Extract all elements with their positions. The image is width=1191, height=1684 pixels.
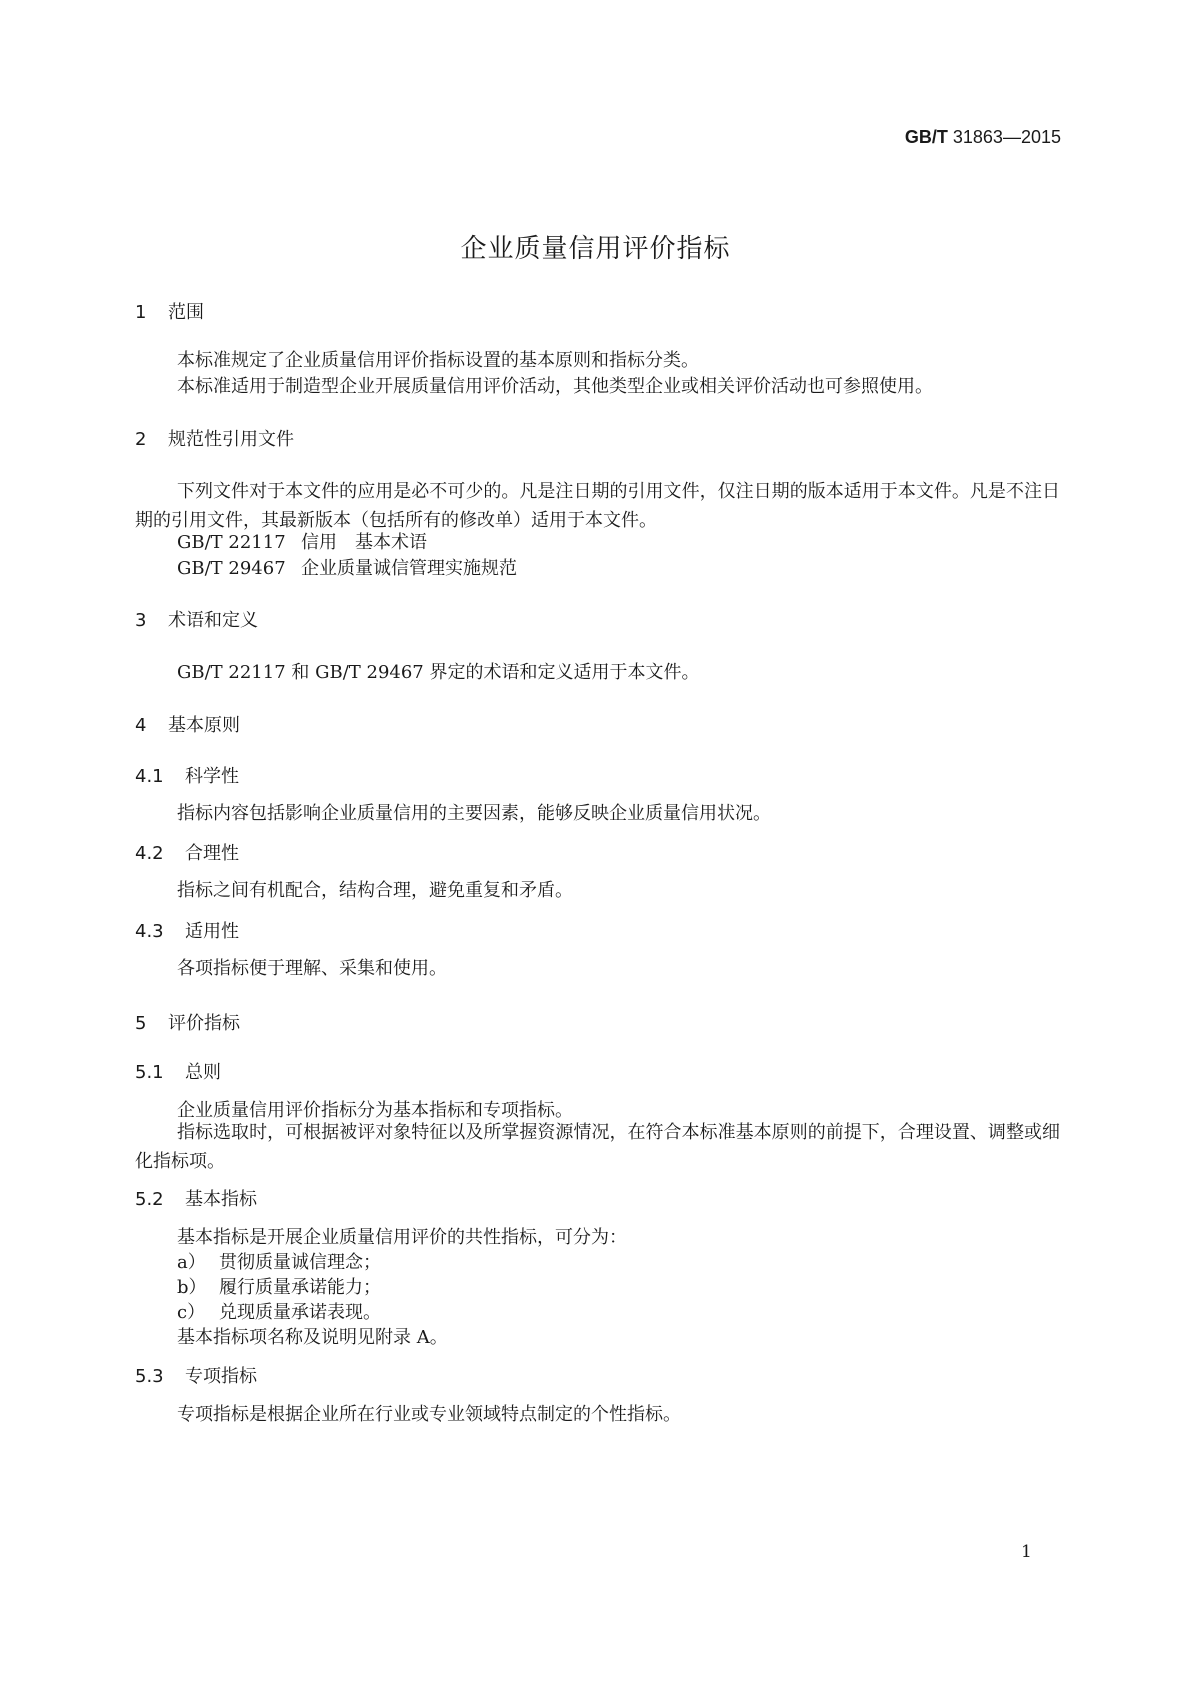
section-number: 4 xyxy=(135,715,147,736)
subsection-number: 4.3 xyxy=(135,921,164,942)
subsection-5-2-paragraph-2: 基本指标项名称及说明见附录 A。 xyxy=(177,1327,448,1348)
list-text: 贯彻质量诚信理念； xyxy=(219,1252,381,1273)
subsection-5-2-paragraph-1: 基本指标是开展企业质量信用评价的共性指标，可分为： xyxy=(177,1227,627,1248)
section-title: 术语和定义 xyxy=(168,610,258,631)
subsection-title: 科学性 xyxy=(185,766,239,787)
subsection-title: 基本指标 xyxy=(185,1189,257,1210)
list-label: c） xyxy=(177,1302,206,1323)
subsection-4-1-text: 指标内容包括影响企业质量信用的主要因素，能够反映企业质量信用状况。 xyxy=(177,803,771,824)
subsection-5-2-heading xyxy=(135,1185,257,1211)
reference-code: GB/T 22117 xyxy=(177,532,286,553)
section-4-heading xyxy=(135,711,240,737)
section-1-paragraph-2: 本标准适用于制造型企业开展质量信用评价活动，其他类型企业或相关评价活动也可参照使用。 xyxy=(177,376,933,397)
subsection-4-3-text: 各项指标便于理解、采集和使用。 xyxy=(177,958,447,979)
section-number: 3 xyxy=(135,610,147,631)
list-label: a） xyxy=(177,1252,206,1273)
list-text: 兑现质量承诺表现。 xyxy=(219,1302,381,1323)
document-title: 企业质量信用评价指标 xyxy=(460,234,731,264)
subsection-number: 5.2 xyxy=(135,1189,164,1210)
reference-code: GB/T 29467 xyxy=(177,558,286,579)
section-number: 2 xyxy=(135,429,147,450)
list-text: 履行质量承诺能力； xyxy=(219,1277,381,1298)
subsection-title: 专项指标 xyxy=(185,1366,257,1387)
section-1-heading xyxy=(135,298,204,324)
list-item xyxy=(177,1273,381,1299)
list-label: b） xyxy=(177,1277,207,1298)
subsection-5-1-paragraph-1: 企业质量信用评价指标分为基本指标和专项指标。 xyxy=(177,1100,573,1121)
section-number: 5 xyxy=(135,1013,147,1034)
subsection-4-2-heading xyxy=(135,839,239,865)
standard-code-number: 31863—2015 xyxy=(952,127,1061,147)
section-title: 评价指标 xyxy=(168,1013,240,1034)
section-title: 基本原则 xyxy=(168,715,240,736)
reference-item xyxy=(177,554,517,580)
subsection-4-1-heading xyxy=(135,762,239,788)
section-title: 范围 xyxy=(168,302,204,323)
section-number: 1 xyxy=(135,302,147,323)
subsection-5-3-paragraph-1: 专项指标是根据企业所在行业或专业领域特点制定的个性指标。 xyxy=(177,1404,681,1425)
subsection-title: 合理性 xyxy=(185,843,239,864)
subsection-title: 适用性 xyxy=(185,921,239,942)
subsection-title: 总则 xyxy=(185,1062,221,1083)
subsection-5-1-heading xyxy=(135,1058,221,1084)
section-3-paragraph-1: GB/T 22117 和 GB/T 29467 界定的术语和定义适用于本文件。 xyxy=(177,662,700,683)
reference-name: 信用 基本术语 xyxy=(301,532,427,553)
subsection-5-3-heading xyxy=(135,1362,257,1388)
subsection-number: 5.1 xyxy=(135,1062,164,1083)
section-3-heading xyxy=(135,606,258,632)
section-2-heading xyxy=(135,425,294,451)
list-item xyxy=(177,1298,381,1324)
subsection-5-1-paragraph-2: 指标选取时，可根据被评对象特征以及所掌握资源情况，在符合本标准基本原则的前提下，合理设置、调整或细化指标项。 xyxy=(135,1122,1060,1172)
subsection-4-2-text: 指标之间有机配合，结构合理，避免重复和矛盾。 xyxy=(177,880,573,901)
subsection-4-3-heading xyxy=(135,917,239,943)
section-1-paragraph-1: 本标准规定了企业质量信用评价指标设置的基本原则和指标分类。 xyxy=(177,350,699,371)
subsection-number: 4.1 xyxy=(135,766,164,787)
page-number: 1 xyxy=(1021,1542,1032,1562)
subsection-number: 5.3 xyxy=(135,1366,164,1387)
standard-code-prefix: GB/T xyxy=(904,127,948,147)
reference-name: 企业质量诚信管理实施规范 xyxy=(301,558,517,579)
section-2-paragraph-1: 下列文件对于本文件的应用是必不可少的。凡是注日期的引用文件，仅注日期的版本适用于本文件。凡是不注日期的引用文件，其最新版本（包括所有的修改单）适用于本文件。 xyxy=(135,481,1060,531)
section-5-heading xyxy=(135,1009,240,1035)
list-item xyxy=(177,1248,381,1274)
standard-code xyxy=(905,127,1061,148)
section-title: 规范性引用文件 xyxy=(168,429,294,450)
reference-item xyxy=(177,528,427,554)
subsection-number: 4.2 xyxy=(135,843,164,864)
